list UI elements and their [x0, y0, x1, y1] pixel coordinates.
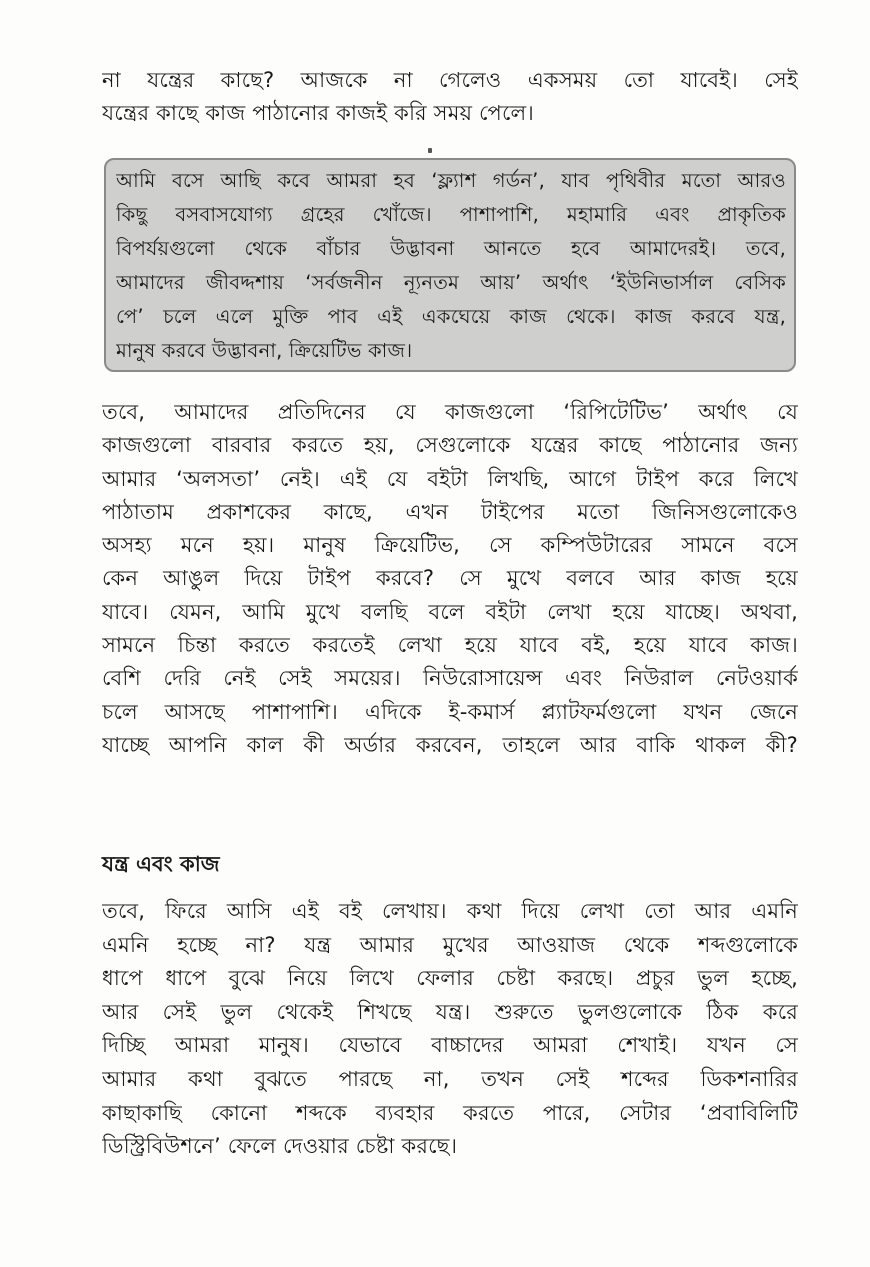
text-line: বেশি দেরি নেই সেই সময়ের। নিউরোসায়েন্স এবং নিউরাল নেটওয়ার্ক — [102, 666, 798, 691]
text-line: অসহ্য মনে হয়। মানুষ ক্রিয়েটিভ, সে কম্পিউটারের সামনে বসে — [102, 533, 798, 558]
callout-paragraph — [116, 164, 786, 368]
text-line: দিচ্ছি আমরা মানুষ। যেভাবে বাচ্চাদের আমরা শেখাই। যখন সে — [102, 1033, 798, 1058]
text-line: সামনে চিন্তা করতে করতেই লেখা হয়ে যাবে বই, হয়ে যাবে কাজ। — [102, 633, 798, 658]
text-line: পে’ চলে এলে মুক্তি পাব এই একঘেয়ে কাজ থেকে। কাজ করবে যন্ত্র, — [116, 305, 786, 328]
text-line: কিছু বসবাসযোগ্য গ্রহের খোঁজে। পাশাপাশি, মহামারি এবং প্রাকৃতিক — [116, 203, 786, 226]
callout-box — [104, 158, 796, 372]
text-line: আমাদের জীবদ্দশায় ‘সর্বজনীন ন্যূনতম আয়’ অর্থাৎ ‘ইউনিভার্সাল বেসিক — [116, 271, 786, 294]
text-line: আর সেই ভুল থেকেই শিখছে যন্ত্র। শুরুতে ভুলগুলোকে ঠিক করে — [102, 999, 798, 1024]
body-paragraph — [102, 396, 798, 762]
text-line: মানুষ করবে উদ্ভাবনা, ক্রিয়েটিভ কাজ। — [116, 339, 413, 362]
text-line: কেন আঙুল দিয়ে টাইপ করবে? সে মুখে বলবে আর কাজ হয়ে — [102, 566, 798, 591]
text-line: ধাপে ধাপে বুঝে নিয়ে লিখে ফেলার চেষ্টা করছে। প্রচুর ভুল হচ্ছে, — [102, 966, 798, 991]
text-line: যন্ত্রের কাছে কাজ পাঠানোর কাজই করি সময় পেলে। — [102, 101, 535, 125]
section-heading: যন্ত্র এবং কাজ — [102, 852, 220, 876]
text-line: ডিস্ট্রিবিউশনে’ ফেলে দেওয়ার চেষ্টা করছে। — [102, 1134, 458, 1159]
text-line: আমার ‘অলসতা’ নেই। এই যে বইটা লিখছি, আগে টাইপ করে লিখে — [102, 466, 798, 491]
text-line: এমনি হচ্ছে না? যন্ত্র আমার মুখের আওয়াজ থেকে শব্দগুলোকে — [102, 932, 798, 957]
text-line: বিপর্যয়গুলো থেকে বাঁচার উদ্ভাবনা আনতে হবে আমাদেরই। তবে, — [116, 237, 786, 260]
text-line: আমার কথা বুঝতে পারছে না, তখন সেই শব্দের ডিকশনারির — [102, 1066, 798, 1091]
text-line: যাচ্ছে আপনি কাল কী অর্ডার করবেন, তাহলে আর বাকি থাকল কী? — [102, 732, 798, 757]
text-line: চলে আসছে পাশাপাশি। এদিকে ই-কমার্স প্ল্যাটফর্মগুলো যখন জেনে — [102, 699, 798, 724]
intro-paragraph — [102, 64, 798, 130]
text-line: কাজগুলো বারবার করতে হয়, সেগুলোকে যন্ত্রের কাছে পাঠানোর জন্য — [102, 433, 798, 458]
text-line: পাঠাতাম প্রকাশকের কাছে, এখন টাইপের মতো জিনিসগুলোকেও — [102, 499, 798, 524]
text-line: কাছাকাছি কোনো শব্দকে ব্যবহার করতে পারে, সেটার ‘প্রবাবিলিটি — [102, 1100, 798, 1125]
text-line: না যন্ত্রের কাছে? আজকে না গেলেও একসময় তো যাবেই। সেই — [102, 68, 798, 92]
text-line: তবে, আমাদের প্রতিদিনের যে কাজগুলো ‘রিপিটেটিভ’ অর্থাৎ যে — [102, 400, 798, 424]
text-line: আমি বসে আছি কবে আমরা হব ‘ফ্ল্যাশ গর্ডন’, যাব পৃথিবীর মতো আরও — [116, 169, 786, 192]
text-line: যাবে। যেমন, আমি মুখে বলছি বলে বইটা লেখা হয়ে যাচ্ছে। অথবা, — [102, 599, 798, 624]
section-paragraph — [102, 895, 798, 1164]
text-line: তবে, ফিরে আসি এই বই লেখায়। কথা দিয়ে লেখা তো আর এমনি — [102, 899, 798, 923]
ink-speck — [428, 148, 432, 153]
